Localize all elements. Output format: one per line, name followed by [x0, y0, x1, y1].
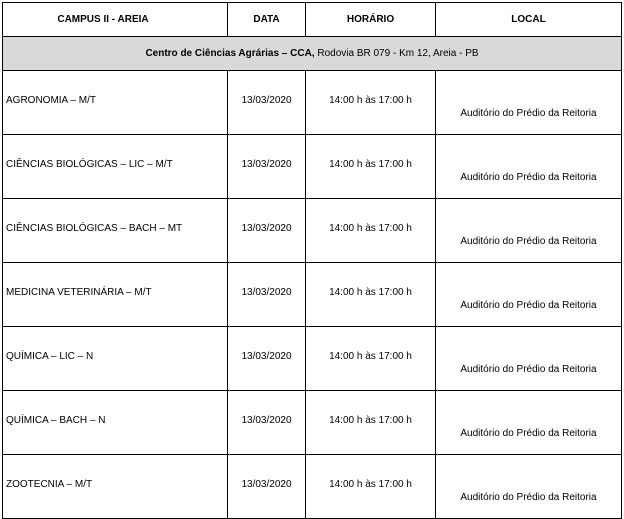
header-campus: CAMPUS II - AREIA [3, 3, 228, 37]
local-cell: Auditório do Prédio da Reitoria [436, 71, 622, 135]
header-date: DATA [228, 3, 306, 37]
local-cell: Auditório do Prédio da Reitoria [436, 263, 622, 327]
center-name: Centro de Ciências Agrárias – CCA, [145, 48, 315, 59]
date-cell: 13/03/2020 [228, 199, 306, 263]
time-cell: 14:00 h às 17:00 h [306, 391, 436, 455]
time-cell: 14:00 h às 17:00 h [306, 71, 436, 135]
local-cell: Auditório do Prédio da Reitoria [436, 199, 622, 263]
time-cell: 14:00 h às 17:00 h [306, 263, 436, 327]
time-cell: 14:00 h às 17:00 h [306, 135, 436, 199]
local-cell: Auditório do Prédio da Reitoria [436, 327, 622, 391]
table-row [3, 135, 622, 199]
table-row [3, 263, 622, 327]
header-local: LOCAL [436, 3, 622, 37]
course-cell: CIÊNCIAS BIOLÓGICAS – BACH – MT [3, 199, 228, 263]
course-cell: QUÍMICA – BACH – N [3, 391, 228, 455]
time-cell: 14:00 h às 17:00 h [306, 199, 436, 263]
local-cell: Auditório do Prédio da Reitoria [436, 135, 622, 199]
center-address: Rodovia BR 079 - Km 12, Areia - PB [314, 48, 479, 59]
table-row [3, 71, 622, 135]
date-cell: 13/03/2020 [228, 391, 306, 455]
date-cell: 13/03/2020 [228, 71, 306, 135]
time-cell: 14:00 h às 17:00 h [306, 327, 436, 391]
local-cell: Auditório do Prédio da Reitoria [436, 455, 622, 519]
time-cell: 14:00 h às 17:00 h [306, 455, 436, 519]
course-cell: AGRONOMIA – M/T [3, 71, 228, 135]
course-cell: ZOOTECNIA – M/T [3, 455, 228, 519]
date-cell: 13/03/2020 [228, 263, 306, 327]
table-row [3, 391, 622, 455]
schedule-table [2, 2, 622, 519]
table-row [3, 327, 622, 391]
table-row [3, 199, 622, 263]
table-row [3, 455, 622, 519]
date-cell: 13/03/2020 [228, 135, 306, 199]
local-cell: Auditório do Prédio da Reitoria [436, 391, 622, 455]
date-cell: 13/03/2020 [228, 327, 306, 391]
header-row [3, 3, 622, 37]
center-cell [3, 37, 622, 71]
course-cell: QUÍMICA – LIC – N [3, 327, 228, 391]
date-cell: 13/03/2020 [228, 455, 306, 519]
header-time: HORÁRIO [306, 3, 436, 37]
course-cell: CIÊNCIAS BIOLÓGICAS – LIC – M/T [3, 135, 228, 199]
center-row [3, 37, 622, 71]
course-cell: MEDICINA VETERINÁRIA – M/T [3, 263, 228, 327]
